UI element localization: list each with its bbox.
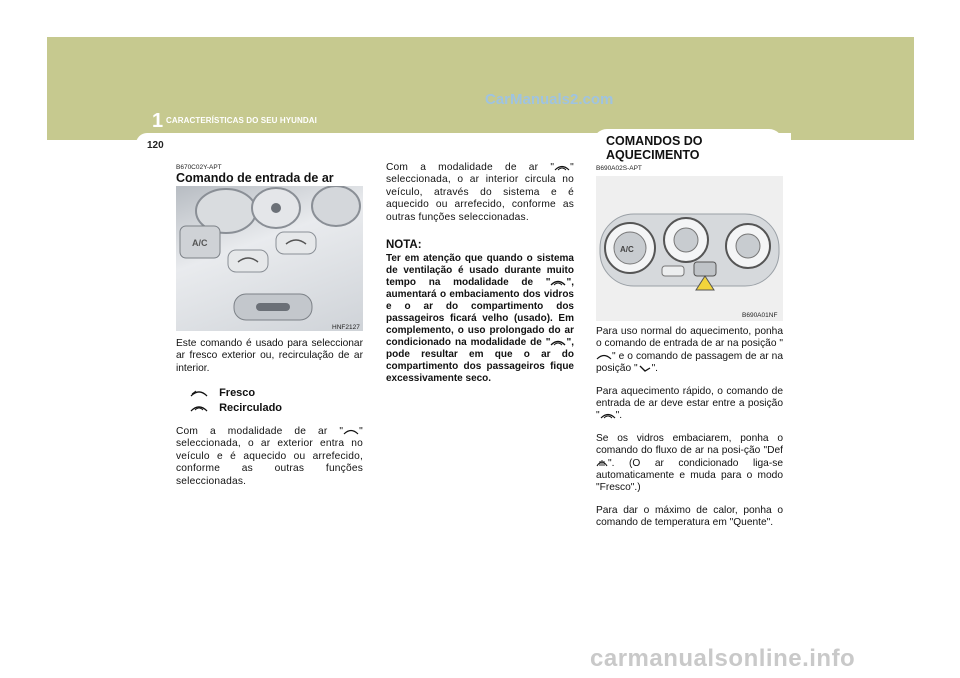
p1-end: ". bbox=[651, 363, 659, 375]
rapid-heating-paragraph bbox=[596, 386, 783, 423]
note-part-c: ", pode resultar em que o ar do compartimento dos passageiros fique excessivamente seco. bbox=[386, 337, 574, 384]
recirculate-icon bbox=[600, 411, 616, 420]
legend-fresh-label: Fresco bbox=[219, 387, 256, 399]
watermark-bottom-link[interactable]: carmanualsonline.info bbox=[590, 645, 856, 672]
fresh-air-icon bbox=[190, 388, 208, 398]
p3-end: ". (O ar condicionado liga-se automaticamente e muda para o modo "Fresco".) bbox=[596, 457, 783, 494]
svg-text:A/C: A/C bbox=[192, 238, 208, 248]
recirculate-icon bbox=[190, 403, 208, 413]
svg-text:A/C: A/C bbox=[620, 245, 634, 254]
p2-start: Para aquecimento rápido, o comando de entrada de ar deve estar entre a posição " bbox=[596, 385, 783, 422]
recirculate-mode-paragraph bbox=[386, 162, 574, 224]
fresh-air-icon bbox=[343, 427, 359, 436]
heating-panel-illustration bbox=[596, 176, 783, 321]
p2-end: ". bbox=[615, 410, 623, 422]
legend-recirculated-label: Recirculado bbox=[219, 402, 283, 414]
p1-start: Para uso normal do aquecimento, ponha o comando de entrada de ar na posição " bbox=[596, 326, 783, 350]
photo-caption-heating: B690A01NF bbox=[742, 312, 778, 319]
heating-controls-photo bbox=[596, 176, 783, 321]
note-title: NOTA: bbox=[386, 239, 422, 251]
max-heat-paragraph: Para dar o máximo de calor, ponha o comando de temperatura em "Quente". bbox=[596, 504, 783, 529]
page-number: 120 bbox=[147, 140, 164, 151]
recirc-para-start: Com a modalidade de ar " bbox=[386, 162, 555, 173]
note-text bbox=[386, 253, 574, 385]
fresh-para-start: Com a modalidade de ar " bbox=[176, 426, 344, 437]
recirc-para-end: " seleccionada, o ar interior circula no veículo, através do sistema e é aquecido ou arrefecido, conforme as outras funções seleccionadas. bbox=[386, 162, 574, 223]
fresh-mode-paragraph bbox=[176, 426, 363, 488]
air-intake-heading: Comando de entrada de ar bbox=[176, 171, 334, 185]
note-part-b: ", aumentará o embaciamento dos vidros e o ar do compartimento dos passageiros ficará velho (usado). Em complemento, o uso prolongado do ar condicionado na modalidade de " bbox=[386, 277, 574, 348]
normal-heating-paragraph bbox=[596, 326, 783, 376]
recirculate-icon bbox=[554, 163, 570, 172]
fresh-para-end: " seleccionada, o ar exterior entra no veículo e é aquecido ou arrefecido, conforme as outras funções seleccionadas. bbox=[176, 426, 363, 487]
section-number: 1 bbox=[152, 110, 164, 132]
p1-mid: " e o comando de passagem de ar na posição " bbox=[596, 350, 783, 375]
air-intake-photo bbox=[176, 186, 363, 331]
air-intake-intro bbox=[176, 338, 363, 375]
fresh-air-icon bbox=[596, 352, 612, 361]
photo-caption: HNF2127 bbox=[332, 324, 360, 331]
p3-start: Se os vidros embaciarem, ponha o comando do fluxo de ar na posi-ção "Def bbox=[596, 432, 783, 457]
legend-recirculated bbox=[190, 402, 282, 414]
heating-instructions bbox=[596, 326, 783, 540]
defrost-icon bbox=[596, 458, 608, 468]
heating-controls-heading: COMANDOS DO AQUECIMENTO bbox=[606, 134, 703, 162]
recirculate-icon bbox=[550, 278, 566, 287]
floor-vent-icon bbox=[638, 364, 652, 374]
recirculate-icon bbox=[550, 338, 566, 347]
legend-fresh bbox=[190, 387, 255, 399]
section-title: CARACTERÍSTICAS DO SEU HYUNDAI bbox=[166, 116, 318, 125]
note-part-a: Ter em atenção que quando o sistema de ventilação é usado durante muito tempo na modalidade de " bbox=[386, 253, 574, 288]
intro-text: Este comando é usado para seleccionar ar fresco exterior ou, recirculação de ar interior. bbox=[176, 338, 363, 374]
section-code-heating: B690A02S-APT bbox=[596, 165, 642, 172]
watermark-top-link[interactable]: CarManuals2.com bbox=[485, 91, 614, 108]
section-code: B670C02Y-APT bbox=[176, 164, 222, 171]
defrost-paragraph bbox=[596, 433, 783, 495]
dashboard-controls-illustration bbox=[176, 186, 363, 331]
